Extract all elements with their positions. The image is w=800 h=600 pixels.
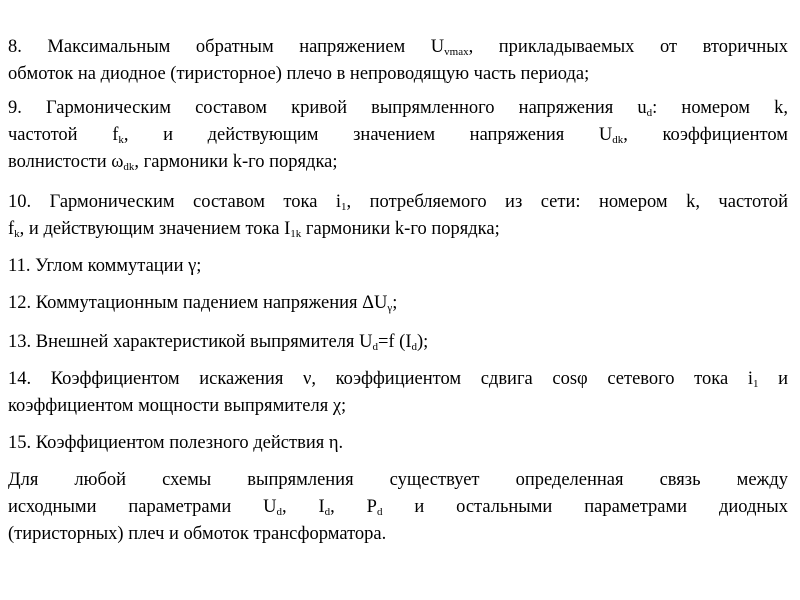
subscript: dk bbox=[123, 161, 135, 173]
text-run: , и действующим значением тока I bbox=[19, 219, 291, 239]
text-run: =f (I bbox=[377, 332, 412, 352]
item-13 bbox=[8, 329, 788, 356]
text-run: 11. Углом коммутации γ; bbox=[8, 256, 202, 276]
item-9-line-1 bbox=[8, 95, 788, 122]
subscript: γ bbox=[387, 302, 393, 314]
closing-paragraph bbox=[8, 467, 788, 548]
text-run: 9. Гармоническим составом кривой выпрямленного напряжения u bbox=[8, 98, 647, 118]
item-10-line-2 bbox=[8, 216, 788, 243]
text-run: 8. Максимальным обратным напряжением U bbox=[8, 37, 445, 57]
item-13-line-1 bbox=[8, 329, 788, 356]
item-11-line-1 bbox=[8, 253, 788, 280]
item-12 bbox=[8, 290, 788, 317]
subscript: vmax bbox=[444, 46, 469, 58]
text-run: , коэффициентом bbox=[623, 125, 788, 145]
text-run: f bbox=[8, 219, 15, 239]
subscript: d bbox=[411, 341, 417, 353]
subscript: 1k bbox=[290, 228, 302, 240]
item-10-line-1 bbox=[8, 189, 788, 216]
subscript: d bbox=[376, 506, 383, 518]
text-run: , и действующим значением напряжения U bbox=[123, 125, 613, 145]
item-8-line-2 bbox=[8, 61, 788, 88]
item-9-line-3 bbox=[8, 149, 788, 176]
item-8 bbox=[8, 34, 788, 88]
item-15 bbox=[8, 430, 788, 457]
subscript: 1 bbox=[341, 201, 347, 213]
text-run: и остальными параметрами диодных bbox=[382, 497, 788, 517]
item-11 bbox=[8, 253, 788, 280]
text-run: 12. Коммутационным падением напряжения ΔU bbox=[8, 293, 388, 313]
item-12-line-1 bbox=[8, 290, 788, 317]
text-run: волнистости ω bbox=[8, 152, 124, 172]
text-run: : номером k, bbox=[652, 98, 788, 118]
text-run: (тиристорных) плеч и обмоток трансформатора. bbox=[8, 524, 387, 544]
closing-line-3 bbox=[8, 521, 788, 548]
text-run: , P bbox=[330, 497, 377, 517]
closing-line-1 bbox=[8, 467, 788, 494]
text-run: гармоники k-го порядка; bbox=[301, 219, 500, 239]
text-run: и bbox=[758, 369, 789, 389]
subscript: d bbox=[646, 107, 653, 119]
item-14-line-2 bbox=[8, 393, 788, 420]
text-run: Для любой схемы выпрямления существует определенная связь между bbox=[8, 470, 788, 490]
subscript: 1 bbox=[752, 378, 759, 390]
item-8-line-1 bbox=[8, 34, 788, 61]
text-run: обмоток на диодное (тиристорное) плечо в непроводящую часть периода; bbox=[8, 64, 590, 84]
item-9 bbox=[8, 95, 788, 176]
closing-line-2 bbox=[8, 494, 788, 521]
text-run: ); bbox=[416, 332, 429, 352]
item-10 bbox=[8, 189, 788, 243]
subscript: dk bbox=[612, 134, 624, 146]
text-run: , прикладываемых от вторичных bbox=[468, 37, 788, 57]
text-run: , потребляемого из сети: номером k, частотой bbox=[346, 192, 788, 212]
subscript: d bbox=[324, 506, 331, 518]
item-14-line-1 bbox=[8, 366, 788, 393]
text-run: , гармоники k-го порядка; bbox=[134, 152, 338, 172]
text-run: 15. Коэффициентом полезного действия η. bbox=[8, 433, 344, 453]
text-run: частотой f bbox=[8, 125, 119, 145]
text-run: , I bbox=[281, 497, 325, 517]
item-14 bbox=[8, 366, 788, 420]
text-run: 13. Внешней характеристикой выпрямителя U bbox=[8, 332, 373, 352]
subscript: k bbox=[118, 134, 124, 146]
text-run: 10. Гармоническим составом тока i bbox=[8, 192, 342, 212]
subscript: k bbox=[14, 228, 20, 240]
item-9-line-2 bbox=[8, 122, 788, 149]
text-run: 14. Коэффициентом искажения ν, коэффициентом сдвига cosφ сетевого тока i bbox=[8, 369, 753, 389]
text-run: коэффициентом мощности выпрямителя χ; bbox=[8, 396, 347, 416]
text-run: исходными параметрами U bbox=[8, 497, 277, 517]
text-run: ; bbox=[392, 293, 398, 313]
subscript: d bbox=[276, 506, 282, 518]
subscript: d bbox=[372, 341, 378, 353]
item-15-line-1 bbox=[8, 430, 788, 457]
